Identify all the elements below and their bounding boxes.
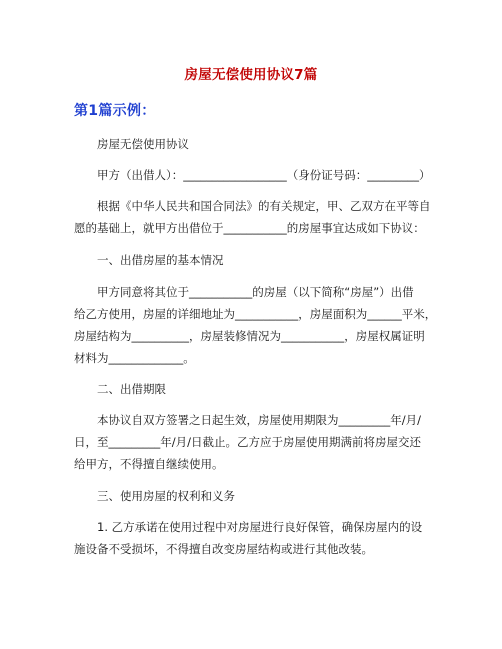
- document-title: 房屋无偿使用协议7篇: [184, 67, 318, 83]
- agreement-name-line: 房屋无偿使用协议: [97, 137, 189, 151]
- clause-1-line-3: 房屋结构为__________，房屋装修情况为___________，房屋权属证明: [74, 329, 425, 343]
- clause-2-paragraph: [74, 409, 436, 475]
- clause-1-line-2: 给乙方使用，房屋的详细地址为___________，房屋面积为______平米，: [74, 307, 437, 321]
- clause-2-heading-line: 二、出借期限: [97, 382, 166, 396]
- preamble-paragraph: [74, 195, 436, 239]
- clause-2-line-2: 日，至_________年/月/日截止。乙方应于房屋使用期满前将房屋交还: [74, 435, 421, 449]
- clause-3-line-1: 1. 乙方承诺在使用过程中对房屋进行良好保管，确保房屋内的设: [97, 520, 423, 534]
- preamble-line-1: 根据《中华人民共和国合同法》的有关规定，甲、乙双方在平等自: [97, 199, 431, 213]
- clause-1-line-1: 甲方同意将其位于___________的房屋（以下简称“房屋”）出借: [97, 285, 414, 299]
- clause-3-heading: [74, 485, 436, 507]
- clause-1-line-4: 材料为_____________。: [74, 351, 195, 365]
- section-heading: 第1篇示例：: [74, 103, 156, 119]
- agreement-name-paragraph: [74, 133, 436, 155]
- clause-2-heading: [74, 378, 436, 400]
- clause-1-heading: [74, 249, 436, 271]
- party-a-paragraph: [74, 164, 436, 186]
- party-a-line: 甲方（出借人）：__________________（身份证号码：_________）: [97, 168, 431, 182]
- clause-1-paragraph: [74, 281, 436, 369]
- clause-3-paragraph: [74, 516, 436, 560]
- preamble-line-2: 愿的基础上，就甲方出借位于___________的房屋事宜达成如下协议：: [74, 221, 425, 235]
- clause-1-heading-line: 一、出借房屋的基本情况: [97, 253, 224, 267]
- clause-3-heading-line: 三、使用房屋的权利和义务: [97, 489, 235, 503]
- clause-2-line-1: 本协议自双方签署之日起生效，房屋使用期限为_________年/月/: [97, 413, 421, 427]
- clause-2-line-3: 给甲方，不得擅自继续使用。: [74, 457, 224, 471]
- clause-3-line-2: 施设备不受损坏，不得擅自改变房屋结构或进行其他改装。: [74, 542, 373, 556]
